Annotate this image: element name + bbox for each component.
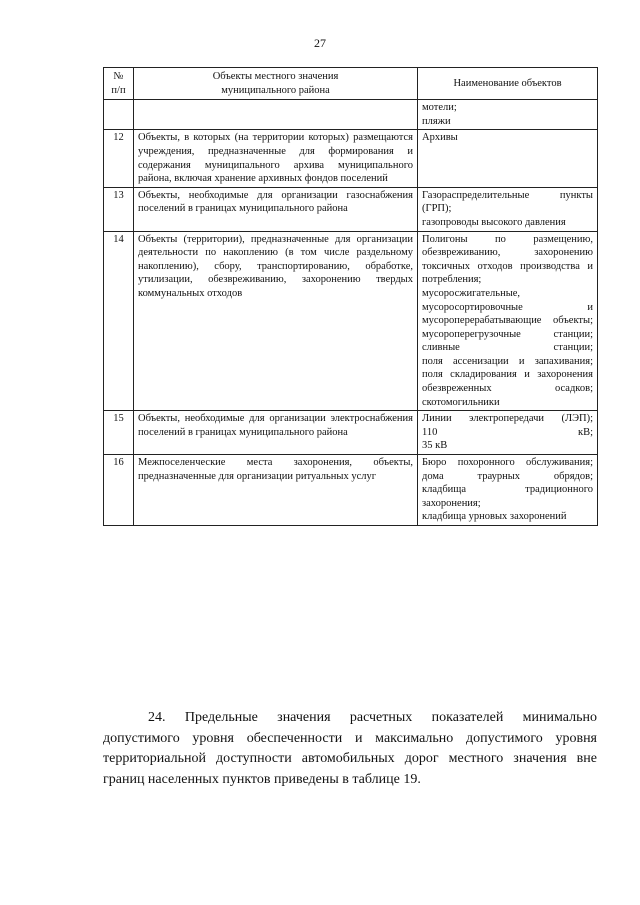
object-description: Объекты (территории), предназначенные для организации деятельности по накоплению (в том числе раздельному накоплению), сбору, транспортированию, обработке, утилизации, обезвреживанию, захоронению твердых коммунальных отходов	[134, 231, 418, 411]
object-name-item: Бюро похоронного обслуживания;	[422, 457, 593, 469]
object-description	[134, 100, 418, 130]
object-name-item: мусоросжигательные, мусоросортировочные и мусороперерабатывающие объекты;	[422, 287, 593, 327]
object-name-item: 35 кВ	[422, 440, 448, 452]
object-names	[418, 231, 598, 411]
table-body	[104, 100, 598, 526]
object-name-item: Полигоны по размещению, обезвреживанию, захоронению токсичных отходов производства и потребления;	[422, 233, 593, 286]
object-description: Объекты, необходимые для организации электроснабжения поселений в границах муниципального района	[134, 411, 418, 455]
table-row	[104, 231, 598, 411]
object-name-item: мотели;	[422, 102, 457, 114]
object-description: Объекты, в которых (на территории которых) размещаются учреждения, предназначенные для формирования и содержания муниципального архива муниципального района, включая хранение архивных фондов поселений	[134, 130, 418, 187]
object-name-item: Архивы	[422, 132, 458, 144]
object-name-item: кладбища традиционного захоронения;	[422, 484, 593, 509]
row-number	[104, 100, 134, 130]
table-row	[104, 455, 598, 526]
row-number: 14	[104, 231, 134, 411]
object-name-item: Линии электропередачи (ЛЭП);	[422, 413, 593, 425]
object-names	[418, 411, 598, 455]
object-names	[418, 187, 598, 231]
object-name-item: кладбища урновых захоронений	[422, 511, 567, 523]
row-number: 15	[104, 411, 134, 455]
table-row	[104, 100, 598, 130]
table-row	[104, 187, 598, 231]
page-number: 27	[314, 36, 326, 50]
row-number: 12	[104, 130, 134, 187]
header-name: Наименование объектов	[418, 68, 598, 100]
object-name-item: пляжи	[422, 115, 451, 127]
object-name-item: дома траурных обрядов;	[422, 470, 593, 482]
object-name-item: газопроводы высокого давления	[422, 216, 566, 228]
row-number: 13	[104, 187, 134, 231]
object-description: Межпоселенческие места захоронения, объекты, предназначенные для организации ритуальных услуг	[134, 455, 418, 526]
paragraph-24: 24. Предельные значения расчетных показателей минимально допустимого уровня обеспеченности и максимально допустимого уровня территориальной доступности автомобильных дорог местного значения вне границ населенных пунктов приведены в таблице 19.	[103, 710, 597, 787]
object-names	[418, 455, 598, 526]
row-number: 16	[104, 455, 134, 526]
table-header-row	[104, 68, 598, 100]
table-row	[104, 411, 598, 455]
objects-table	[103, 67, 598, 526]
object-name-item: мусороперегрузочные станции;	[422, 328, 593, 340]
object-name-item: поля ассенизации и запахивания;	[422, 355, 593, 367]
object-description: Объекты, необходимые для организации газоснабжения поселений в границах муниципального района	[134, 187, 418, 231]
header-num: № п/п	[104, 68, 134, 100]
object-name-item: 110 кВ;	[422, 426, 593, 438]
object-name-item: скотомогильники	[422, 396, 500, 408]
object-names	[418, 130, 598, 187]
object-names	[418, 100, 598, 130]
object-name-item: Газораспределительные пункты (ГРП);	[422, 189, 593, 215]
object-name-item: сливные станции;	[422, 342, 593, 354]
object-name-item: поля складирования и захоронения обезвреженных осадков;	[422, 369, 593, 395]
header-object: Объекты местного значения муниципального района	[134, 68, 418, 100]
table-row	[104, 130, 598, 187]
